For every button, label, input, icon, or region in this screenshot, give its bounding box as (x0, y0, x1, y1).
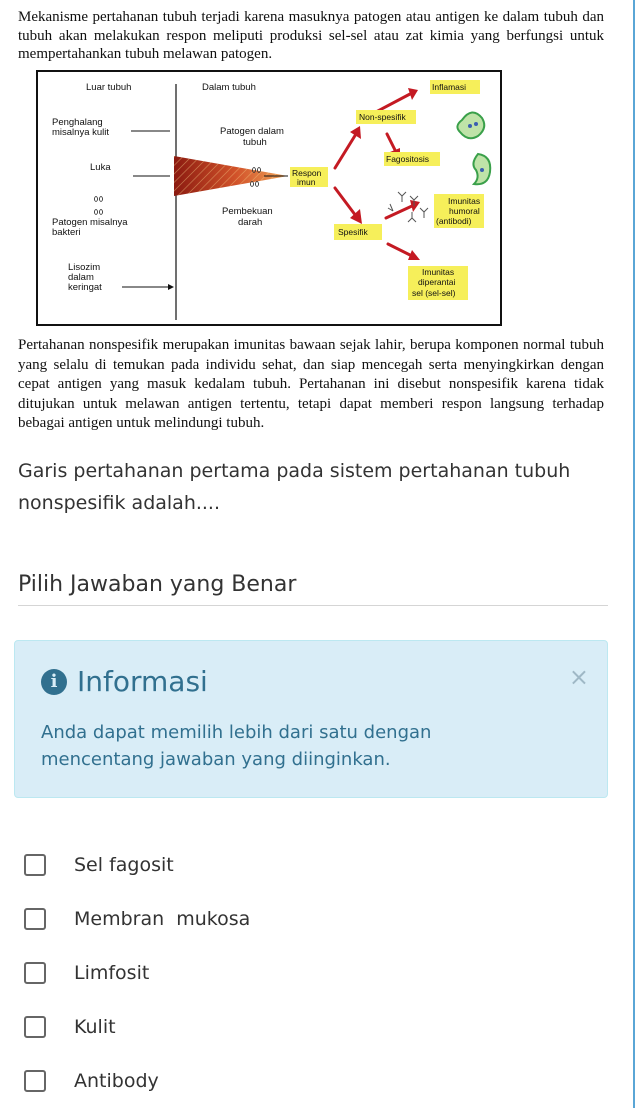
label-bakteri: bakteri (52, 227, 81, 238)
answer-option[interactable] (24, 838, 584, 892)
close-icon[interactable]: × (568, 663, 589, 691)
option-label: Sel fagosit (74, 854, 174, 876)
checkbox[interactable] (24, 1070, 46, 1092)
question-text: Garis pertahanan pertama pada sistem pertahanan tubuh nonspesifik adalah.... (18, 460, 571, 514)
answer-option[interactable] (24, 946, 584, 1000)
intro-paragraph: Mekanisme pertahanan tubuh terjadi karena masuknya patogen atau antigen ke dalam tubuh dan tubuh akan melakukan respon meliputi produksi sel-sel atau zat kimia yang berfungsi untuk mempertahankan tubuh melawan patogen. (18, 9, 604, 62)
label-spesifik: Spesifik (338, 227, 368, 237)
checkbox[interactable] (24, 962, 46, 984)
label-imun: imun (297, 177, 316, 187)
label-imunitas-2: Imunitas (422, 267, 455, 277)
label-patogen-misalnya: Patogen misalnya (52, 217, 128, 228)
label-fagositosis: Fagositosis (386, 154, 429, 164)
option-label: Membran mukosa (74, 908, 251, 930)
immune-diagram (36, 70, 502, 326)
label-respon: Respon (292, 168, 322, 178)
label-penghalang: Penghalang (52, 117, 103, 128)
label-antibodi: (antibodi) (436, 216, 472, 226)
label-non-spesifik: Non-spesifik (359, 112, 406, 122)
option-label: Limfosit (74, 962, 150, 984)
description-paragraph: Pertahanan nonspesifik merupakan imunitas bawaan sejak lahir, berupa komponen normal tubuh yang selalu di temukan pada individu sehat, dan siap mencegah serta menyingkirkan dengan cepat antigen yang masuk kedalam tubuh. Pertahanan ini disebut nonspesifik karena tidak ditujukan untuk melawan antigen tertentu, tetapi dapat memberi respon langsung terhadap bebagai antigen untuk melindungi tubuh. (18, 337, 604, 431)
pointer-arrowhead (168, 284, 174, 290)
label-pembekuan: Pembekuan (222, 206, 273, 217)
info-alert-title (41, 665, 208, 698)
phagocyte-cell-icons (457, 112, 490, 184)
label-patogen-dalam: Patogen dalam (220, 126, 284, 137)
checkbox[interactable] (24, 1016, 46, 1038)
label-sel-sel: sel (sel-sel) (412, 288, 456, 298)
label-inflamasi: Inflamasi (432, 82, 467, 92)
label-darah: darah (238, 217, 263, 228)
label-imunitas: Imunitas (448, 196, 481, 206)
option-label: Kulit (74, 1016, 116, 1038)
label-tubuh: tubuh (243, 137, 267, 148)
info-circle-icon: i (41, 669, 67, 695)
info-alert-body: Anda dapat memilih lebih dari satu dengan mencentang jawaban yang diinginkan. (41, 722, 432, 770)
checkbox[interactable] (24, 854, 46, 876)
instruction-divider (18, 605, 608, 606)
answer-option[interactable] (24, 1054, 584, 1108)
label-lisozim: Lisozim (68, 262, 101, 273)
checkbox[interactable] (24, 908, 46, 930)
label-luka: Luka (90, 162, 111, 173)
label-keringat: keringat (68, 282, 102, 293)
answer-options (24, 838, 584, 1108)
label-humoral: humoral (449, 206, 480, 216)
info-title-text: Informasi (77, 665, 208, 698)
label-dalam-tubuh: Dalam tubuh (202, 82, 256, 93)
answer-option[interactable] (24, 892, 584, 946)
answer-option[interactable] (24, 1000, 584, 1054)
label-diperantai: diperantai (418, 277, 456, 287)
label-misalnya-kulit: misalnya kulit (52, 127, 110, 138)
option-label: Antibody (74, 1070, 159, 1092)
label-luar-tubuh: Luar tubuh (86, 82, 132, 93)
label-dalam: dalam (68, 272, 94, 283)
info-alert (14, 640, 608, 798)
page-right-border (633, 0, 635, 1108)
answer-instruction: Pilih Jawaban yang Benar (18, 572, 297, 597)
